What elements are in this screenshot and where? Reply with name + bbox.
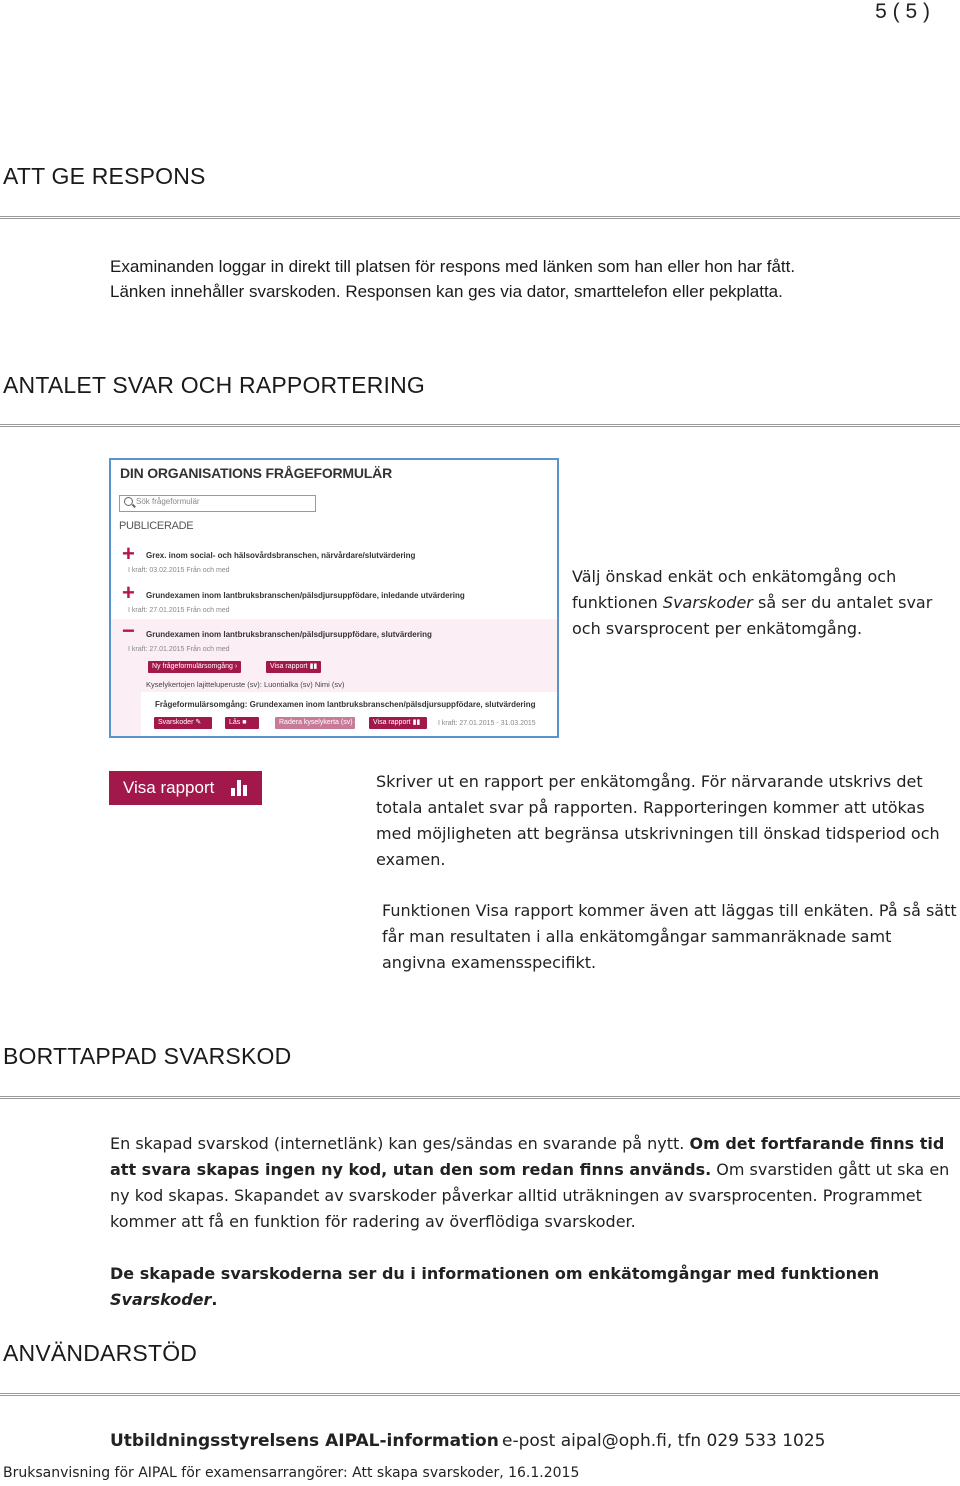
- desc-italic-svarskoder: Svarskoder: [662, 593, 753, 612]
- p2-bold: De skapade svarskoderna ser du i informationen om enkätomgångar med funktionen: [110, 1264, 880, 1283]
- round-title: Frågeformulärsomgång: Grundexamen inom lantbruksbranschen/pälsdjursuppfödare, slutvärdering: [155, 700, 536, 709]
- divider: [0, 424, 960, 427]
- visa-rapport-round-button[interactable]: [369, 717, 427, 729]
- expanded-item: [111, 619, 557, 736]
- radera-label: Radera kyselykerta (sv): [279, 719, 353, 726]
- desc-part-1: Välj önskad enkät och enkätomgång och funktionen: [572, 567, 897, 612]
- pencil-icon: ✎: [195, 719, 202, 726]
- bar-chart-icon: ▮▮: [412, 719, 421, 726]
- sort-criteria-line: Kyselykertojen lajitteluperuste (sv): Luontialka (sv) Nimi (sv): [146, 680, 345, 689]
- borttappad-paragraph-2: [110, 1261, 955, 1313]
- borttappad-paragraph-1: [110, 1131, 955, 1235]
- survey-item-title[interactable]: Grundexamen inom lantbruksbranschen/pälsdjursuppfödare, slutvärdering: [146, 630, 432, 639]
- panel-title: DIN ORGANISATIONS FRÅGEFORMULÄR: [120, 465, 392, 481]
- divider: [0, 1393, 960, 1396]
- divider: [0, 1096, 960, 1099]
- desc-part-2: så ser du antalet svar och svarsprocent per enkätomgång.: [572, 593, 933, 638]
- footer-org: Utbildningsstyrelsens AIPAL-information: [110, 1431, 499, 1451]
- p1-text-a: En skapad svarskod (internetlänk) kan ges/sändas en svarande på nytt.: [110, 1134, 690, 1153]
- survey-item-title[interactable]: Grex. inom social- och hälsovårdsbranschen, närvårdare/slutvärdering: [146, 551, 416, 560]
- heading-borttappad-svarskod: BORTTAPPAD SVARSKOD: [3, 1043, 292, 1069]
- visa-rapport-small-button[interactable]: [266, 661, 321, 673]
- p1-text-b: Om svarstiden gått ut ska en ny kod skapas. Skapandet av svarskoder påverkar alltid uträkningen av svarsprocenten. Programmet kommer att få en funktion för radering av överflödiga svarskoder.: [110, 1160, 950, 1231]
- search-input[interactable]: [119, 495, 316, 512]
- chevron-right-icon: ›: [234, 663, 238, 670]
- respons-text: [110, 254, 960, 304]
- round-date: I kraft: 27.01.2015 - 31.03.2015: [438, 720, 536, 727]
- las-button[interactable]: [225, 717, 259, 729]
- respons-line-2: Länken innehåller svarskoden. Responsen kan ges via dator, smarttelefon eller pekplatta.: [110, 282, 783, 301]
- survey-item-date: I kraft: 03.02.2015 Från och med: [128, 567, 230, 574]
- new-round-label: Ny frågeformulärsomgång: [152, 663, 233, 670]
- survey-item-date: I kraft: 27.01.2015 Från och med: [128, 646, 230, 653]
- bar-chart-icon: [231, 780, 248, 796]
- p2-bold-italic: Svarskoder: [110, 1290, 212, 1309]
- collapse-icon[interactable]: −: [122, 618, 135, 643]
- las-label: Lås: [229, 719, 241, 726]
- footer-doc-ref: Bruksanvisning för AIPAL för examensarrangörer: Att skapa svarskoder, 16.1.2015: [3, 1465, 580, 1481]
- search-icon: [124, 497, 133, 506]
- visa-rapport-text-1: Skriver ut en rapport per enkätomgång. För närvarande utskrivs det totala antalet svar på rapporten. Rapporteringen kommer att utökas med möjligheten att begränsa utskrivningen till önskad tidsperiod och examen.: [376, 772, 940, 869]
- svarskoder-button[interactable]: [154, 717, 212, 729]
- search-placeholder: Sök frågeformulär: [136, 497, 200, 506]
- svarskoder-description: [572, 564, 957, 642]
- expand-icon[interactable]: +: [122, 580, 135, 605]
- svarskoder-label: Svarskoder: [158, 719, 194, 726]
- new-round-button[interactable]: [148, 661, 241, 673]
- heading-anvandarstod: ANVÄNDARSTÖD: [3, 1340, 198, 1366]
- visa-rapport-button[interactable]: [109, 771, 262, 805]
- trash-icon: ▪: [354, 719, 357, 726]
- lock-icon: ■: [242, 719, 247, 726]
- heading-antalet-svar: ANTALET SVAR OCH RAPPORTERING: [3, 372, 426, 398]
- p2-end: .: [211, 1290, 218, 1309]
- visa-rapport-round-label: Visa rapport: [373, 719, 411, 726]
- radera-button[interactable]: [275, 717, 355, 729]
- survey-item-date: I kraft: 27.01.2015 Från och med: [128, 607, 230, 614]
- round-box: [141, 692, 557, 736]
- respons-line-1: Examinanden loggar in direkt till platsen för respons med länken som han eller hon har fått.: [110, 257, 796, 276]
- survey-list-screenshot: [109, 458, 559, 738]
- footer-contact: e-post aipal@oph.fi, tfn 029 533 1025: [502, 1431, 826, 1451]
- heading-att-ge-respons: ATT GE RESPONS: [3, 163, 206, 189]
- expand-icon[interactable]: +: [122, 541, 135, 566]
- published-label: PUBLICERADE: [119, 520, 194, 532]
- visa-rapport-label: Visa rapport: [123, 778, 215, 797]
- visa-rapport-small-label: Visa rapport: [270, 663, 308, 670]
- p1-bold: Om det fortfarande finns tid att svara skapas ingen ny kod, utan den som redan finns används.: [110, 1134, 945, 1179]
- divider: [0, 216, 960, 219]
- survey-item-title[interactable]: Grundexamen inom lantbruksbranschen/pälsdjursuppfödare, inledande utvärdering: [146, 591, 465, 600]
- page-number: 5 ( 5 ): [875, 0, 930, 23]
- bar-chart-icon: ▮▮: [309, 663, 318, 670]
- visa-rapport-text-2: Funktionen Visa rapport kommer även att läggas till enkäten. På så sätt får man resultaten i alla enkätomgångar sammanräknade samt angivna examensspecifikt.: [382, 901, 957, 972]
